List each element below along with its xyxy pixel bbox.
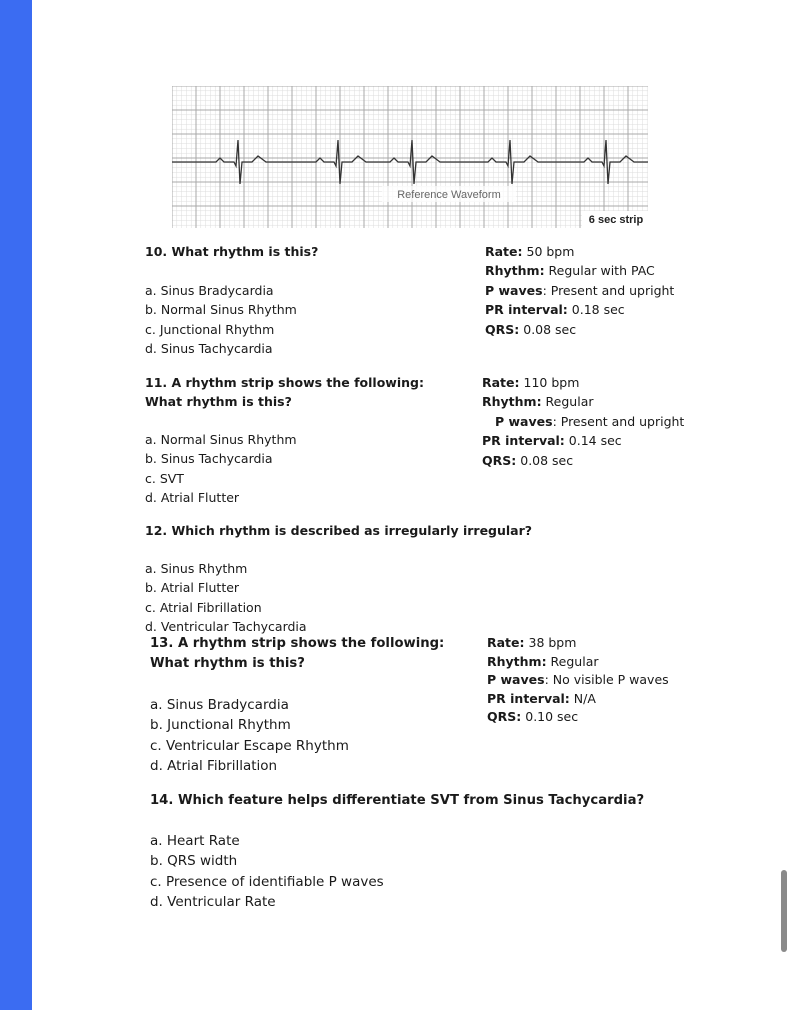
ecg-reference-strip	[172, 86, 648, 228]
answer-option[interactable]: a. Heart Rate	[150, 833, 240, 849]
answer-option[interactable]: d. Ventricular Rate	[150, 894, 276, 911]
answer-option[interactable]: d. Atrial Flutter	[145, 490, 240, 506]
info-rate: Rate: 38 bpm	[487, 635, 577, 650]
info-p-waves: P waves: Present and upright	[485, 282, 675, 298]
question-10-strip-info	[485, 242, 674, 339]
info-qrs: QRS: 0.08 sec	[485, 321, 577, 337]
info-rhythm: Rhythm: Regular with PAC	[485, 263, 655, 279]
question-11-options	[145, 430, 297, 508]
question-11-prompt: 11. A rhythm strip shows the following: What rhythm is this?	[145, 375, 424, 409]
answer-option[interactable]: b. Sinus Tachycardia	[145, 451, 273, 467]
answer-option[interactable]: c. SVT	[145, 470, 184, 486]
left-accent-bar	[0, 0, 32, 1010]
info-pr-interval: PR interval: N/A	[487, 690, 596, 706]
info-qrs: QRS: 0.08 sec	[482, 452, 574, 468]
info-rhythm: Rhythm: Regular	[482, 394, 594, 410]
question-14-options	[150, 831, 384, 913]
answer-option[interactable]: a. Sinus Bradycardia	[150, 697, 289, 713]
answer-option[interactable]: c. Junctional Rhythm	[145, 321, 275, 337]
info-rate: Rate: 50 bpm	[485, 244, 575, 259]
question-11-strip-info	[482, 373, 684, 470]
answer-option[interactable]: b. Atrial Flutter	[145, 580, 240, 596]
info-rate: Rate: 110 bpm	[482, 375, 580, 390]
answer-option[interactable]: b. Normal Sinus Rhythm	[145, 302, 297, 318]
answer-option[interactable]: c. Presence of identifiable P waves	[150, 873, 384, 890]
scrollbar-thumb[interactable]	[781, 870, 787, 952]
info-pr-interval: PR interval: 0.18 sec	[485, 302, 625, 318]
answer-option[interactable]: a. Sinus Bradycardia	[145, 283, 274, 298]
question-12-prompt: 12. Which rhythm is described as irregularly irregular?	[145, 523, 533, 538]
question-10-prompt: 10. What rhythm is this?	[145, 244, 319, 259]
strip-duration-label: 6 sec strip	[588, 214, 644, 226]
answer-option[interactable]: a. Normal Sinus Rhythm	[145, 432, 297, 447]
info-pr-interval: PR interval: 0.14 sec	[482, 433, 622, 449]
info-p-waves: P waves: Present and upright	[495, 413, 685, 429]
answer-option[interactable]: c. Atrial Fibrillation	[145, 599, 262, 615]
question-13-options	[150, 695, 349, 777]
answer-option[interactable]: c. Ventricular Escape Rhythm	[150, 737, 349, 754]
question-13-prompt: 13. A rhythm strip shows the following: What rhythm is this?	[150, 636, 445, 671]
waveform-title: Reference Waveform	[397, 189, 501, 201]
question-14-prompt: 14. Which feature helps differentiate SVT from Sinus Tachycardia?	[150, 793, 645, 808]
answer-option[interactable]: b. QRS width	[150, 853, 238, 870]
info-qrs: QRS: 0.10 sec	[487, 709, 579, 725]
info-rhythm: Rhythm: Regular	[487, 653, 599, 669]
question-13-strip-info	[487, 634, 669, 727]
question-12-options	[145, 559, 307, 637]
answer-option[interactable]: b. Junctional Rhythm	[150, 717, 291, 734]
answer-option[interactable]: d. Sinus Tachycardia	[145, 341, 273, 357]
question-10-options	[145, 281, 297, 359]
ecg-grid	[172, 86, 648, 228]
info-p-waves: P waves: No visible P waves	[487, 672, 669, 688]
answer-option[interactable]: d. Ventricular Tachycardia	[145, 619, 307, 635]
answer-option[interactable]: a. Sinus Rhythm	[145, 561, 248, 576]
answer-option[interactable]: d. Atrial Fibrillation	[150, 758, 278, 775]
